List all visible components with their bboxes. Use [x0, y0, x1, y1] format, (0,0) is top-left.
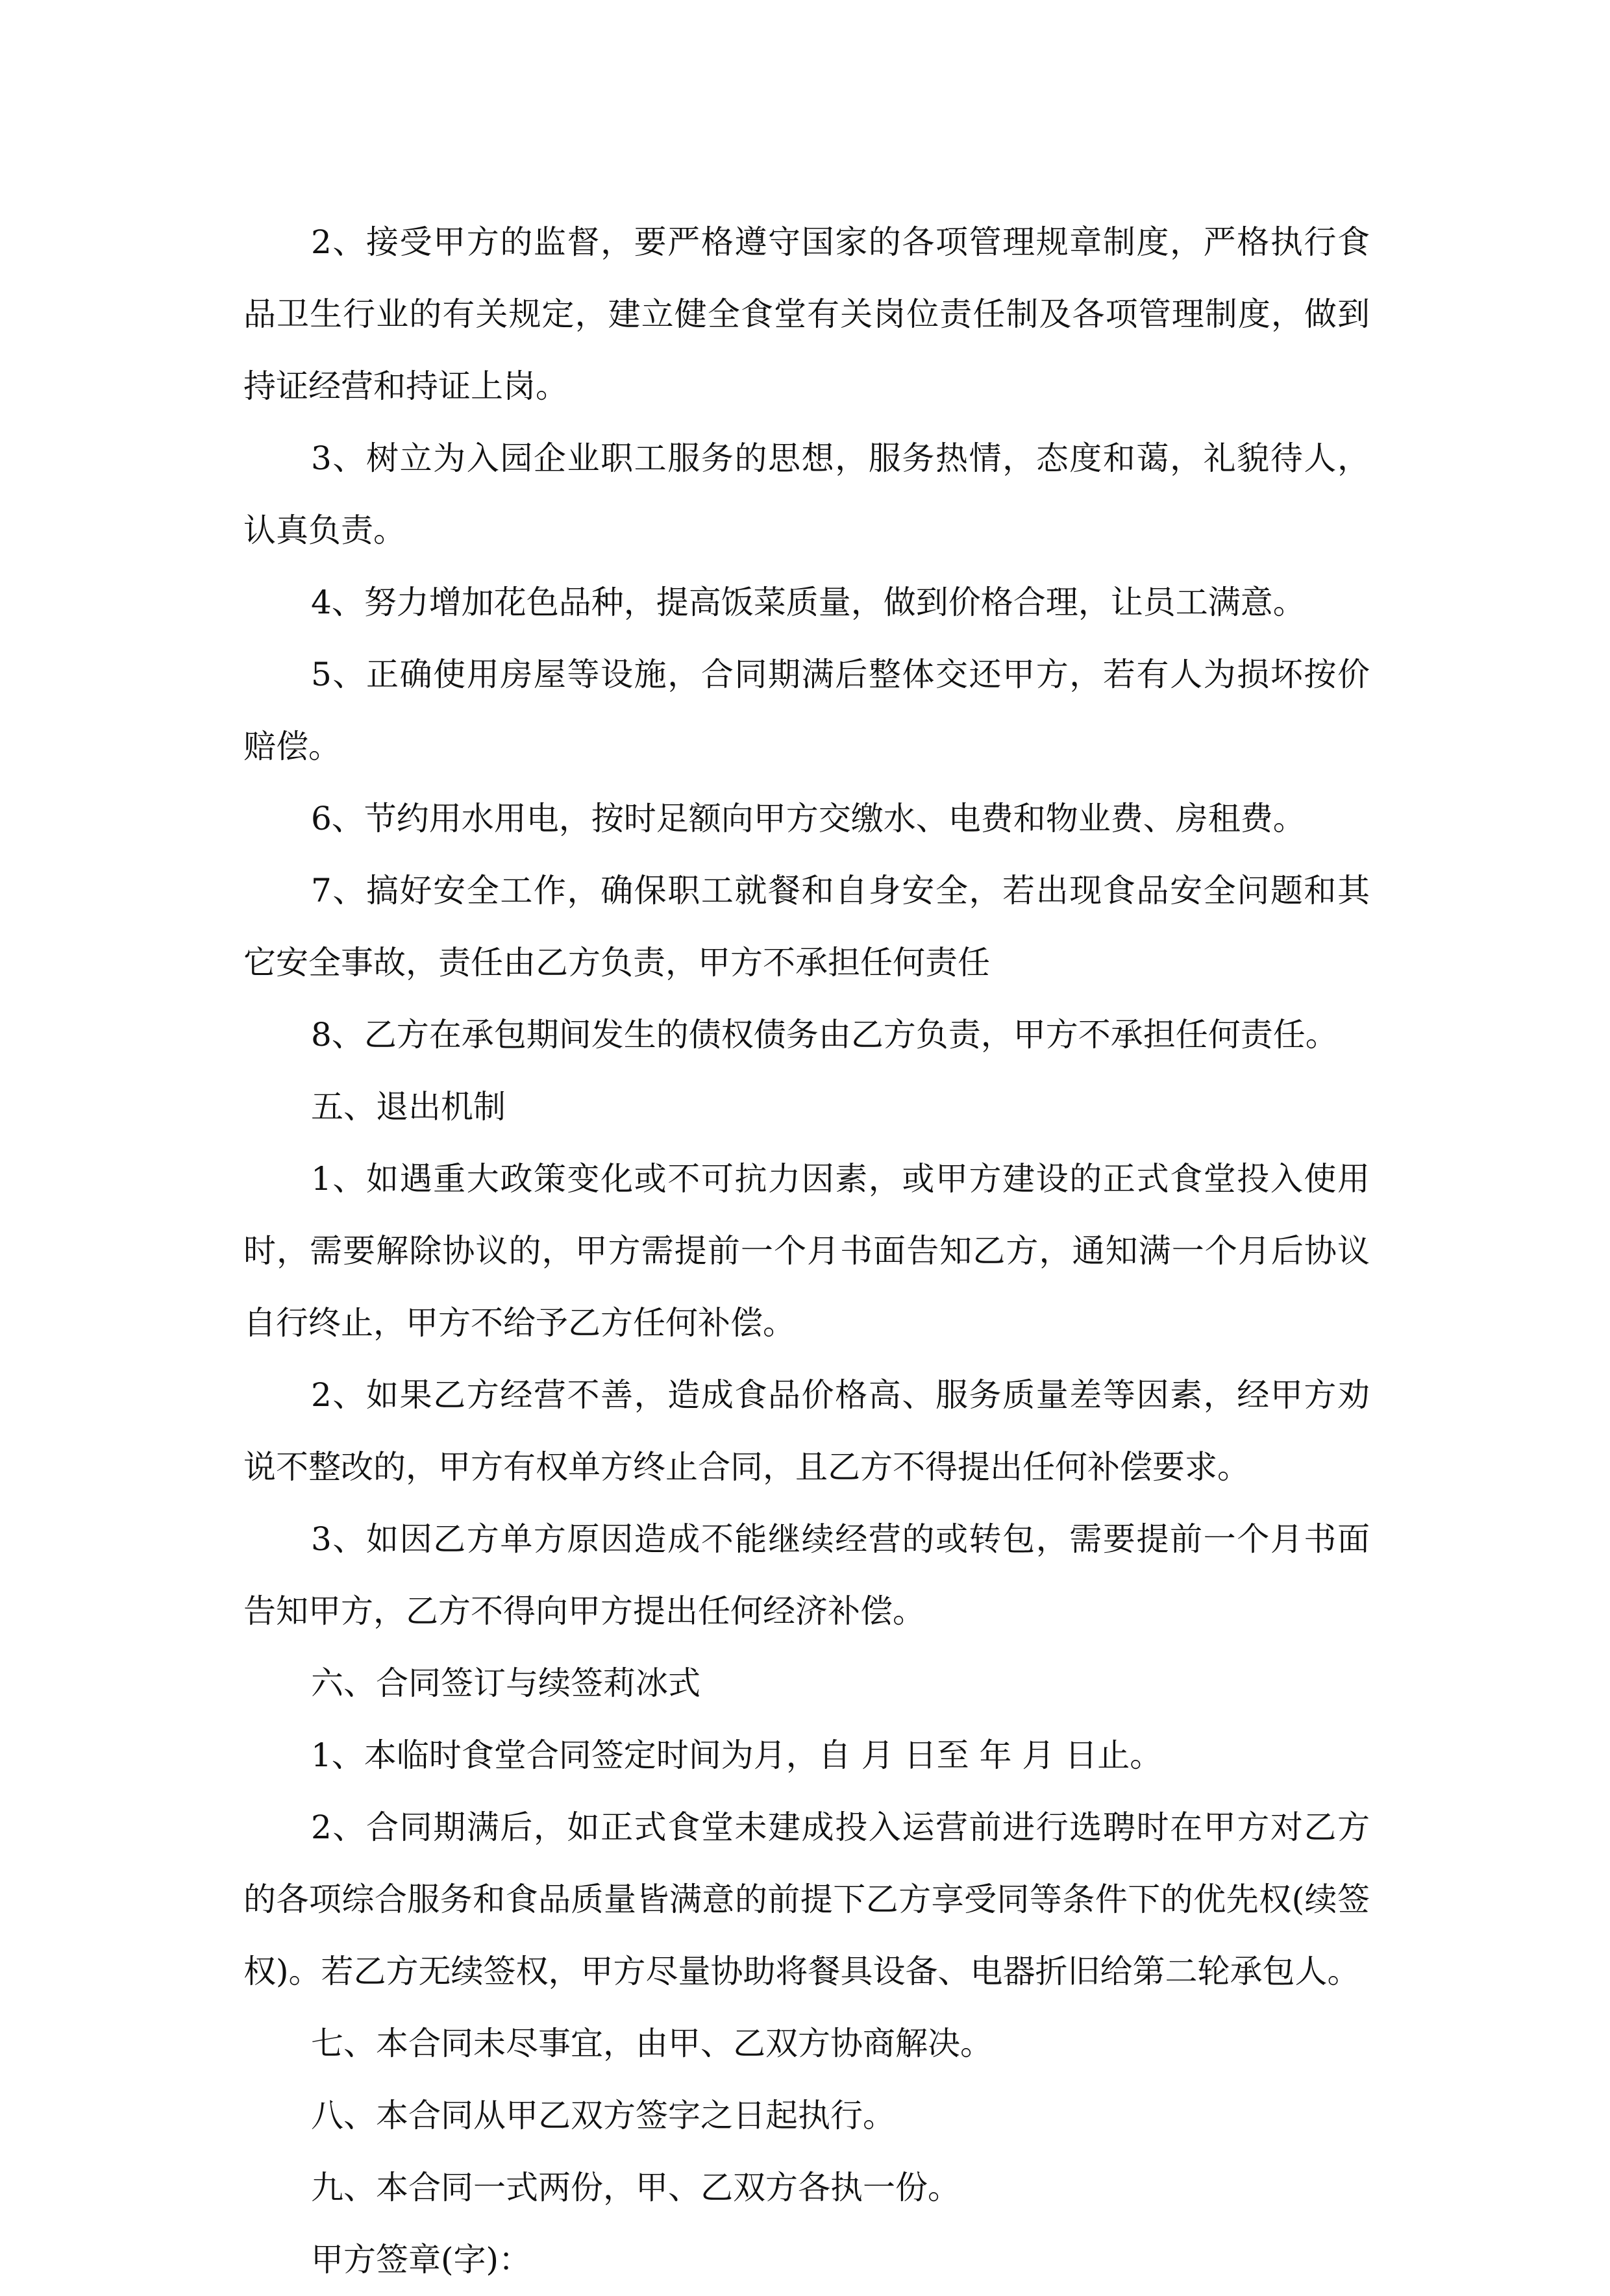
section-5-heading: 五、退出机制 [311, 1088, 506, 1126]
section-7-clause: 七、本合同未尽事宜，由甲、乙双方协商解决。 [311, 2025, 993, 2062]
section-9-clause: 九、本合同一式两份，甲、乙双方各执一份。 [311, 2169, 960, 2206]
document-body [243, 206, 1370, 2296]
clause-7-safety: 7、搞好安全工作，确保职工就餐和自身安全，若出现食品安全问题和其它安全事故，责任由乙方负责，甲方不承担任何责任 [243, 872, 1370, 981]
exit-clause-2: 2、如果乙方经营不善，造成食品价格高、服务质量差等因素，经甲方劝说不整改的，甲方有权单方终止合同，且乙方不得提出任何补偿要求。 [243, 1376, 1370, 1486]
clause-5-facilities: 5、正确使用房屋等设施，合同期满后整体交还甲方，若有人为损坏按价赔偿。 [243, 656, 1370, 765]
clause-2-supervision: 2、接受甲方的监督，要严格遵守国家的各项管理规章制度，严格执行食品卫生行业的有关规定，建立健全食堂有关岗位责任制及各项管理制度，做到持证经营和持证上岗。 [243, 223, 1370, 405]
clause-4-variety: 4、努力增加花色品种，提高饭菜质量，做到价格合理，让员工满意。 [311, 584, 1306, 621]
exit-clause-1: 1、如遇重大政策变化或不可抗力因素，或甲方建设的正式食堂投入使用时，需要解除协议的，甲方需提前一个月书面告知乙方，通知满一个月后协议自行终止，甲方不给予乙方任何补偿。 [243, 1160, 1370, 1342]
exit-clause-3: 3、如因乙方单方原因造成不能继续经营的或转包，需要提前一个月书面告知甲方，乙方不得向甲方提出任何经济补偿。 [243, 1520, 1370, 1630]
signing-clause-1: 1、本临时食堂合同签定时间为月，自 月 日至 年 月 日止。 [311, 1736, 1163, 1774]
signing-clause-2: 2、合同期满后，如正式食堂未建成投入运营前进行选聘时在甲方对乙方的各项综合服务和食品质量皆满意的前提下乙方享受同等条件下的优先权(续签权)。若乙方无续签权，甲方尽量协助将餐具设备、电器折旧给第二轮承包人。 [243, 1808, 1370, 1990]
clause-3-service: 3、树立为入园企业职工服务的思想，服务热情，态度和蔼，礼貌待人，认真负责。 [243, 439, 1370, 549]
section-8-clause: 八、本合同从甲乙双方签字之日起执行。 [311, 2097, 895, 2134]
clause-8-debts: 8、乙方在承包期间发生的债权债务由乙方负责，甲方不承担任何责任。 [311, 1016, 1338, 1054]
section-6-heading: 六、合同签订与续签莉冰式 [311, 1664, 700, 1702]
clause-6-utilities: 6、节约用水用电，按时足额向甲方交缴水、电费和物业费、房租费。 [311, 800, 1306, 837]
party-a-signature-label: 甲方签章(字)： [311, 2241, 532, 2278]
